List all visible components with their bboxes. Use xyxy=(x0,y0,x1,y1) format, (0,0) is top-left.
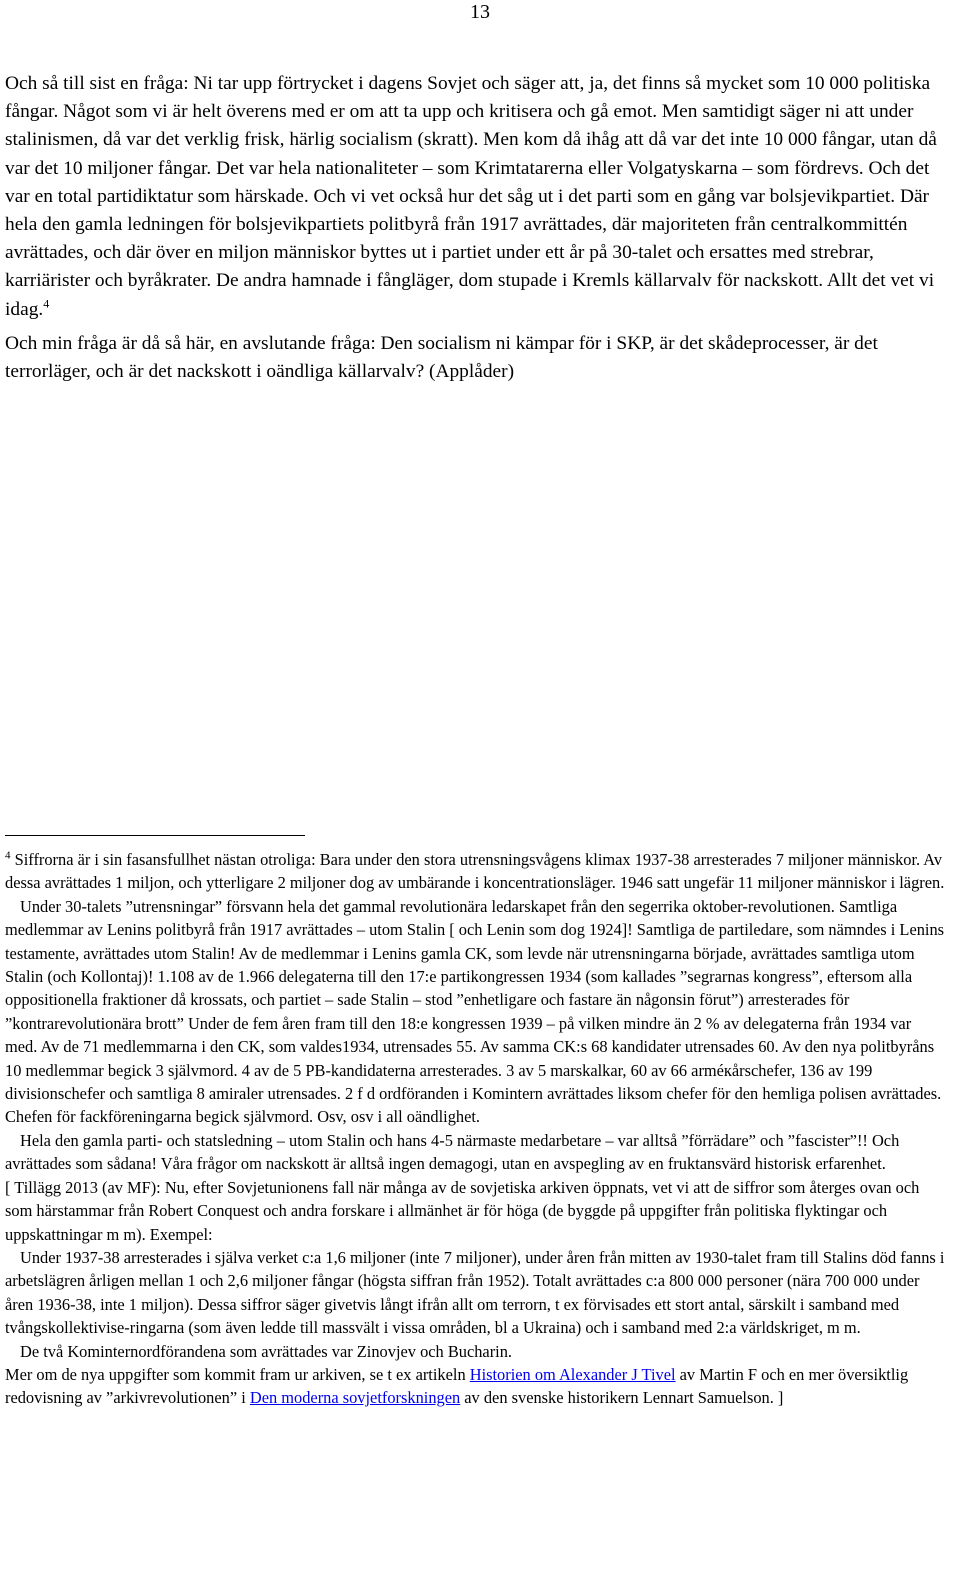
footnote-paragraph-7 xyxy=(5,1363,945,1410)
main-body xyxy=(5,70,945,386)
footnote-reference[interactable]: 4 xyxy=(43,296,50,311)
footnote-separator xyxy=(5,835,305,836)
footnote-paragraph-2: Under 30-talets ”utrensningar” försvann hela det gammal revolutionära ledarskapet från den segerrika oktober-revolutionen. Samtliga medlemmar av Lenins politbyrå från 1917 avrättades – utom Stalin [ och Lenin som dog 1924]! Samtliga de partiledare, som nämndes i Lenins testamente, avrättades utom Stalin! Av de medlemmar i Lenins gamla CK, som levde när utrensningarna började, avrättades samtliga utom Stalin (och Kollontaj)! 1.108 av de 1.966 delegaterna till den 17:e partikongressen 1934 (som kallades ”segrarnas kongress”, eftersom alla oppositionella fraktioner då krossats, och partiet – sade Stalin – stod ”enhetligare och fastare än någonsin förut”) arresterades för ”kontrarevolutionära brott” Under de fem åren fram till den 18:e kongressen 1939 – på vilken mindre än 2 % av delegaterna från 1934 var med. Av de 71 medlemmarna i den CK, som valdes1934, utrensades 55. Av samma CK:s 68 kandidater utrensades 60. Av den nya politbyråns 10 medlemmar begick 3 självmord. 4 av de 5 PB-kandidaterna arresterades. 3 av 5 marskalkar, 60 av 66 arméкårschefer, 136 av 199 divisionschefer och samtliga 8 amiraler utrensades. 2 f d ordföranden i Komintern avrättades liksom chefer för den hemliga polisen avrättades. Chefen för fackföreningarna begick självmord. Osv, osv i all oändlighet. xyxy=(5,896,945,1127)
footnote-paragraph-6: De två Kominternordförandena som avrättades var Zinovjev och Bucharin. xyxy=(20,1341,513,1361)
footnote-7-text-c: av den svenske historikern Lennart Samuelson. ] xyxy=(460,1388,784,1408)
paragraph-1-text: Och så till sist en fråga: Ni tar upp förtrycket i dagens Sovjet och säger att, ja, det finns så mycket som 10 000 politiska fångar. Något som vi är helt överens med er om att ta upp och kritisera och gå emot. Men samtidigt säger ni att under stalinismen, då var det verklig frisk, härlig socialism (skratt). Men kom då ihåg att då var det inte 10 000 fångar, utan då var det 10 miljoner fångar. Det var hela nationaliteter – som Krimtatarerna eller Volgatyskarna – som fördrevs. Och det var en total partidiktatur som härskade. Och vi vet också hur det såg ut i det parti som en gång var bolsjevikpartiet. Där hela den gamla ledningen för bolsjevikpartiets politbyrå från 1917 avrättades, där majoriteten från centralkommittén avrättades, och där över en miljon människor byttes ut i partiet under ett år på 30-talet och ersattes med strebrar, karriärister och byråkrater. De andra hamnade i fångläger, dom stupade i Kremls källarvalv för nackskott. Allt det vet vi idag. xyxy=(5,73,937,320)
paragraph-1 xyxy=(5,70,945,324)
footnotes xyxy=(5,848,945,1410)
footnote-paragraph-3: Hela den gamla parti- och statsledning – utom Stalin och hans 4-5 närmaste medarbetare – var alltså ”förrädare” och ”fascister”!! Och avrättades som sådana! Våra frågor om nackskott är alltså ingen demagogi, utan en avspegling av en fruktansvärd historisk erfarenhet. xyxy=(5,1130,900,1174)
link-den-moderna-sovjetforskningen[interactable]: Den moderna sovjetforskningen xyxy=(249,1388,461,1408)
footnote-7-text-a: Mer om de nya uppgifter som kommit fram ur arkiven, se t ex artikeln xyxy=(5,1364,470,1384)
footnote-1 xyxy=(5,848,945,895)
page-number: 13 xyxy=(470,1,490,23)
footnote-1-text: Siffrorna är i sin fasansfullhet nästan otroliga: Bara under den stora utrensningsvågens klimax 1937-38 arresterades 7 miljoner människor. Av dessa avrättades 1 miljon, och ytterligare 2 miljoner dog av umbärande i koncentrationsläger. 1946 satt ungefär 11 miljoner människor i lägren. xyxy=(5,850,945,893)
footnote-7-text-b: av Martin F och en mer översiktlig redovisning av ”arkivrevolutionen” i xyxy=(5,1364,909,1408)
paragraph-2: Och min fråga är då så här, en avslutande fråga: Den socialism ni kämpar för i SKP, är det skådeprocesser, är det terrorläger, och är det nackskott i oändliga källarvalv? (Applåder) xyxy=(5,332,878,383)
footnote-paragraph-4: [ Tillägg 2013 (av MF): Nu, efter Sovjetunionens fall när många av de sovjetiska arkiven öppnats, vet vi att de siffror som återges ovan och som härstammar från Robert Conquest och andra forskare i allmänhet är för höga (de byggde på uppgifter från politiska flyktingar och uppskattningar m m). Exempel: xyxy=(5,1177,920,1244)
link-historien-om-alexander-j-tivel[interactable]: Historien om Alexander J Tivel xyxy=(469,1364,676,1384)
footnote-paragraph-5: Under 1937-38 arresterades i själva verket c:a 1,6 miljoner (inte 7 miljoner), under åren från mitten av 1930-talet fram till Stalins död fanns i arbetslägren årligen mellan 1 och 2,6 miljoner fångar (högsta siffran från 1952). Totalt avrättades c:a 800 000 personer (nära 700 000 under åren 1936-38, inte 1 miljon). Dessa siffror säger givetvis långt ifrån allt om terrorn, t ex förvisades ett stort antal, särskilt i samband med tvångskollektivise-ringarna (som även ledde till massvält i vissa områden, bl a Ukraina) och i samband med 2:a världskriget, m m. xyxy=(5,1247,945,1338)
footnote-number: 4 xyxy=(5,849,11,862)
